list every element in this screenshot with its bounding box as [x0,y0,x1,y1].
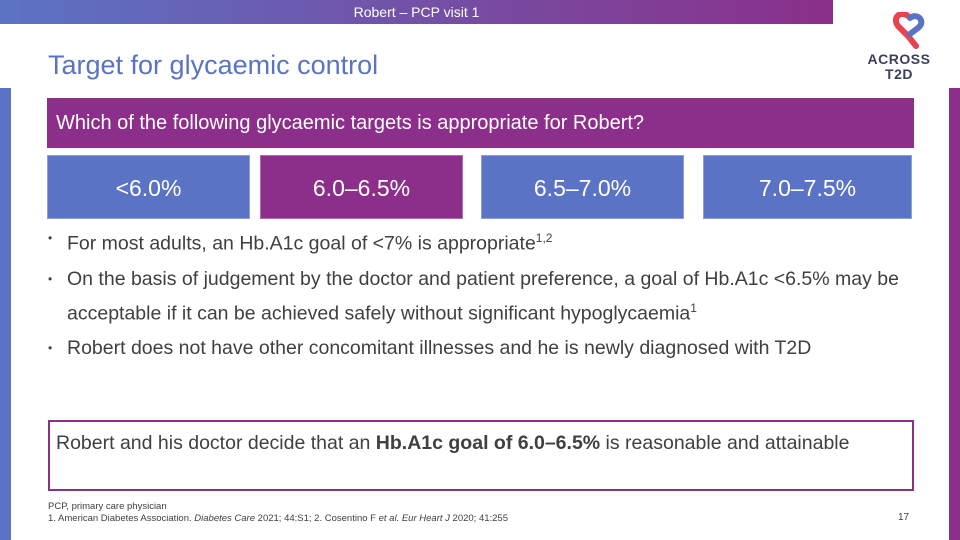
bullet-list [48,224,918,369]
logo-wordmark [866,52,932,82]
option-6-5-to-7-0[interactable]: 6.5–7.0% [481,155,684,219]
section-banner: Robert – PCP visit 1 [0,0,833,24]
citation-superscript: 1,2 [535,231,553,245]
footnote-abbreviation: PCP, primary care physician [48,501,167,512]
answer-text-post: is reasonable and attainable [600,432,850,454]
bullet-item [48,224,918,259]
question-banner: Which of the following glycaemic targets is appropriate for Robert? [47,98,914,148]
reference-text: 1. American Diabetes Association. [48,513,195,524]
bullet-dot-icon: • [48,341,53,355]
answer-text-bold: Hb.A1c goal of 6.0–6.5% [375,432,601,454]
citation-superscript: 1 [690,300,697,315]
footnote [48,501,508,525]
bullet-text: For most adults, an Hb.A1c goal of <7% is appropriate [67,232,536,255]
across-t2d-logo [866,12,932,84]
reference-text: 2021; 44:S1; 2. Cosentino F [255,513,379,524]
logo-line-1: ACROSS [867,51,931,67]
reference-text: 2020; 41:255 [449,513,508,524]
bullet-item [48,265,918,329]
left-accent-bar [0,88,11,540]
right-accent-bar [949,88,960,540]
page-number: 17 [898,512,910,523]
bullet-text: On the basis of judgement by the doctor and patient preference, a goal of Hb.A1c <6.5% may be acceptable if it can be achieved safely without significant hypoglycaemia [67,267,899,324]
logo-line-2: T2D [885,66,913,82]
option-lt-6-0[interactable]: <6.0% [47,155,250,219]
option-6-0-to-6-5[interactable]: 6.0–6.5% [260,155,463,219]
bullet-dot-icon: • [48,231,53,245]
bullet-text: Robert does not have other concomitant illnesses and he is newly diagnosed with T2D [67,337,812,359]
footnote-references [48,513,508,525]
page-title: Target for glycaemic control [48,50,379,80]
bullet-dot-icon: • [48,271,53,286]
answer-text-pre: Robert and his doctor decide that an [56,432,376,454]
bullet-item [48,334,918,363]
option-7-0-to-7-5[interactable]: 7.0–7.5% [703,155,912,219]
answer-callout [48,420,914,491]
reference-journal: et al. Eur Heart J [378,513,450,524]
heart-ribbon-icon [890,12,926,50]
reference-journal: Diabetes Care [194,513,256,524]
